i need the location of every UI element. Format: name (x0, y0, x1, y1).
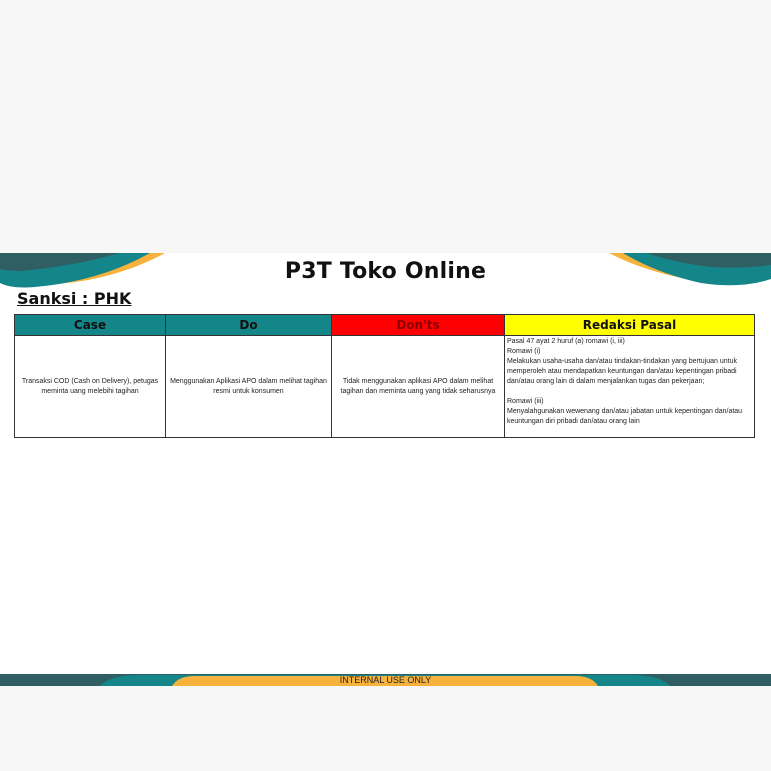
pasal-spacer (507, 387, 752, 397)
table-row (15, 336, 755, 438)
sanction-table (14, 314, 755, 438)
pasal-romawi-iii-text: Menyalahgunakan wewenang dan/atau jabatan untuk kepentingan dan/atau keuntungan diri pribadi dan/atau orang lain (507, 408, 743, 425)
pasal-romawi-i-label: Romawi (i) (507, 348, 541, 355)
page-title: P3T Toko Online (284, 259, 487, 284)
do-cell: Menggunakan Aplikasi APO dalam melihat tagihan resmi untuk konsumen (166, 336, 332, 438)
column-header-donts: Don'ts (332, 315, 505, 336)
internal-use-label: INTERNAL USE ONLY (339, 675, 432, 685)
column-header-do: Do (166, 315, 332, 336)
pasal-romawi-iii-label: Romawi (iii) (507, 398, 544, 405)
pasal-romawi-i-text: Melakukan usaha-usaha dan/atau tindakan-tindakan yang bertujuan untuk memperoleh atau mendapatkan keuntungan dan/atau kepentingan pribadi dan/atau orang lain di dalam menjalankan tugas dan pekerjaan; (507, 358, 737, 385)
case-cell: Transaksi COD (Cash on Delivery), petugas meminta uang melebihi tagihan (15, 336, 166, 438)
sanction-heading: Sanksi : PHK (17, 289, 132, 308)
donts-cell: Tidak menggunakan aplikasi APO dalam melihat tagihan dan meminta uang yang tidak seharusnya (332, 336, 505, 438)
slide (0, 253, 771, 686)
column-header-case: Case (15, 315, 166, 336)
table-header-row (15, 315, 755, 336)
pasal-reference: Pasal 47 ayat 2 huruf (a) romawi (i, iii) (507, 338, 625, 345)
column-header-redaksi-pasal: Redaksi Pasal (505, 315, 755, 336)
pasal-cell (505, 336, 755, 438)
